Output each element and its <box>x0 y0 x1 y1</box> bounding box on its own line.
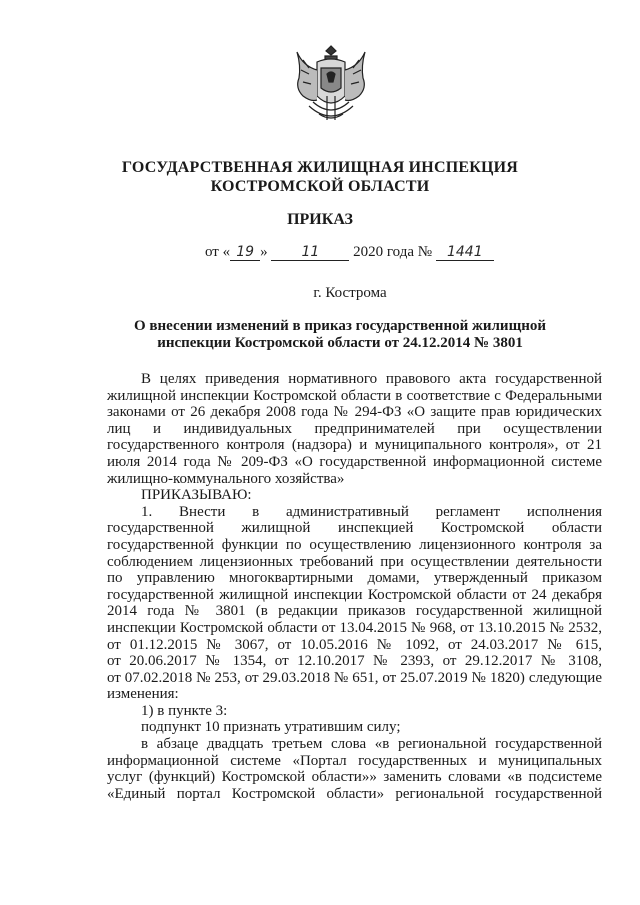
body-line: от 07.02.2018 № 253, от 29.03.2018 № 651, от 25.07.2019 № 1820) следующие <box>107 669 602 686</box>
subject-line-1: О внесении изменений в приказ государственной жилищной <box>133 318 547 334</box>
agency-line-2: КОСТРОМСКОЙ ОБЛАСТИ <box>210 178 430 195</box>
body-line: 1) в пункте 3: <box>141 702 228 719</box>
body-line: инспекции Костромской области от 13.04.2015 № 968, от 13.10.2015 № 2532, <box>107 619 602 636</box>
agency-name <box>0 158 640 196</box>
body-line: услуг (функций) Костромской области»» заменить словами «в подсистеме <box>107 769 602 786</box>
body-line: В целях приведения нормативного правового акта государственной <box>141 371 602 387</box>
subject-line-2: инспекции Костромской области от 24.12.2014 № 3801 <box>157 335 523 351</box>
body-line: лиц и индивидуальных предпринимателей при осуществлении <box>107 420 602 437</box>
date-day: 19 <box>230 244 260 261</box>
body-line: от 01.12.2015 № 3067, от 10.05.2016 № 1092, от 24.03.2017 № 615, <box>107 636 602 653</box>
order-body <box>107 371 602 802</box>
body-line: подпункт 10 признать утратившим силу; <box>141 719 401 736</box>
body-line: по управлению многоквартирными домами, утвержденный приказом <box>107 570 602 587</box>
body-line: жилищной инспекции Костромской области в соответствие с Федеральными <box>107 387 602 404</box>
coat-of-arms-emblem <box>289 40 373 130</box>
body-line: 1. Внести в административный регламент исполнения <box>141 503 602 520</box>
body-line: «Единый портал Костромской области» региональной государственной <box>107 785 602 802</box>
body-line: от 20.06.2017 № 1354, от 12.10.2017 № 2393, от 29.12.2017 № 3108, <box>107 653 602 670</box>
order-date-line <box>205 244 494 261</box>
date-month: 11 <box>271 244 349 261</box>
body-line: жилищно-коммунального хозяйства» <box>107 470 345 487</box>
body-line: государственного контроля (надзора) и муниципального контроля», от 21 <box>107 437 602 454</box>
body-line: государственной функции по осуществлению лицензионного контроля за <box>107 536 602 553</box>
body-line: июля 2014 года № 209-ФЗ «О государственной информационной системе <box>107 453 602 470</box>
date-prefix: от « <box>205 244 231 260</box>
date-year: 2020 года № <box>353 244 433 260</box>
body-line: изменения: <box>107 686 179 703</box>
order-subject <box>100 318 580 352</box>
body-line: законами от 26 декабря 2008 года № 294-ФЗ «О защите прав юридических <box>107 404 602 421</box>
date-mid: » <box>260 244 268 260</box>
body-line: государственной жилищной инспекцией Костромской области <box>107 520 602 537</box>
order-number: 1441 <box>436 244 494 261</box>
body-line: в абзаце двадцать третьем слова «в региональной государственной <box>141 736 602 753</box>
body-line: соблюдением лицензионных требований при осуществлении деятельности <box>107 553 602 570</box>
city: г. Кострома <box>313 285 387 301</box>
body-line-decree: ПРИКАЗЫВАЮ: <box>141 487 252 504</box>
body-line: информационной системе «Портал государственных и муниципальных <box>107 752 602 769</box>
agency-line-1: ГОСУДАРСТВЕННАЯ ЖИЛИЩНАЯ ИНСПЕКЦИЯ <box>121 159 519 176</box>
document-type: ПРИКАЗ <box>287 211 353 228</box>
body-line: 2014 года № 3801 (в редакции приказов государственной жилищной <box>107 603 602 620</box>
body-line: государственной жилищной инспекции Костромской области от 24 декабря <box>107 586 602 603</box>
